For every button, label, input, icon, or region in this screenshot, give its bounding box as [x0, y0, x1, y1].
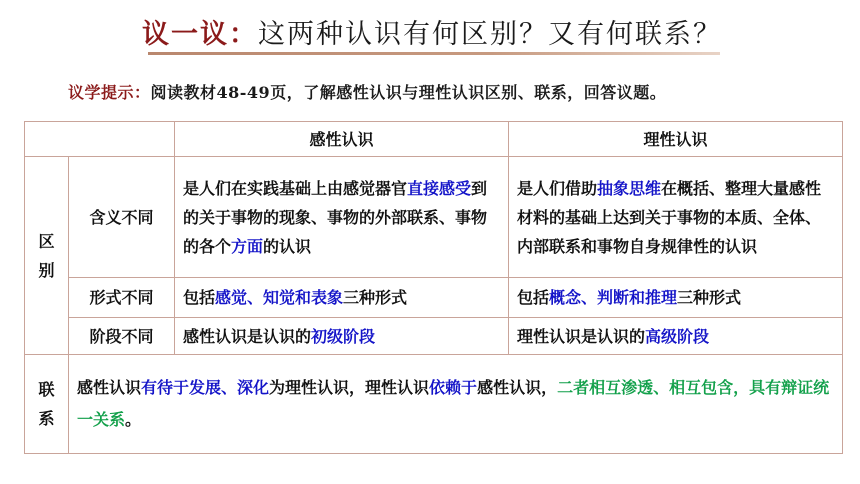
table-row-meaning	[25, 157, 843, 278]
title-underline	[148, 52, 720, 55]
title-area	[0, 0, 860, 60]
row-label-stage: 阶段不同	[69, 318, 175, 355]
row-label-form: 形式不同	[69, 278, 175, 318]
cell-rational-stage: 理性认识是认识的高级阶段	[509, 318, 843, 355]
row-label-meaning: 含义不同	[69, 157, 175, 278]
hint-label: 议学提示：	[68, 83, 151, 102]
cell-perceptual-meaning: 是人们在实践基础上由感觉器官直接感受到的关于事物的现象、事物的外部联系、事物的各个方面的认识	[175, 157, 509, 278]
comparison-table	[24, 121, 843, 454]
study-hint	[68, 80, 666, 103]
connection-text: 感性认识有待于发展、深化为理性认识，理性认识依赖于感性认识，二者相互渗透、相互包含，具有辩证统一关系。	[69, 355, 843, 454]
difference-label: 区 别	[25, 157, 69, 355]
cell-perceptual-stage: 感性认识是认识的初级阶段	[175, 318, 509, 355]
cell-perceptual-form: 包括感觉、知觉和表象三种形式	[175, 278, 509, 318]
cell-rational-form: 包括概念、判断和推理三种形式	[509, 278, 843, 318]
table-row-connection	[25, 355, 843, 454]
table-row-stage	[25, 318, 843, 355]
title-question: 这两种认识有何区别？又有何联系？	[258, 19, 722, 50]
header-blank-cell	[25, 122, 175, 157]
hint-text: 阅读教材48-49页，了解感性认识与理性认识区别、联系，回答议题。	[150, 83, 667, 102]
table-header-row	[25, 122, 843, 157]
cell-rational-meaning: 是人们借助抽象思维在概括、整理大量感性材料的基础上达到关于事物的本质、全体、内部联系和事物自身规律性的认识	[509, 157, 843, 278]
header-rational: 理性认识	[509, 122, 843, 157]
connection-label: 联 系	[25, 355, 69, 454]
page-title	[142, 12, 722, 51]
title-prefix: 议一议：	[142, 19, 258, 50]
header-perceptual: 感性认识	[175, 122, 509, 157]
table-row-form	[25, 278, 843, 318]
